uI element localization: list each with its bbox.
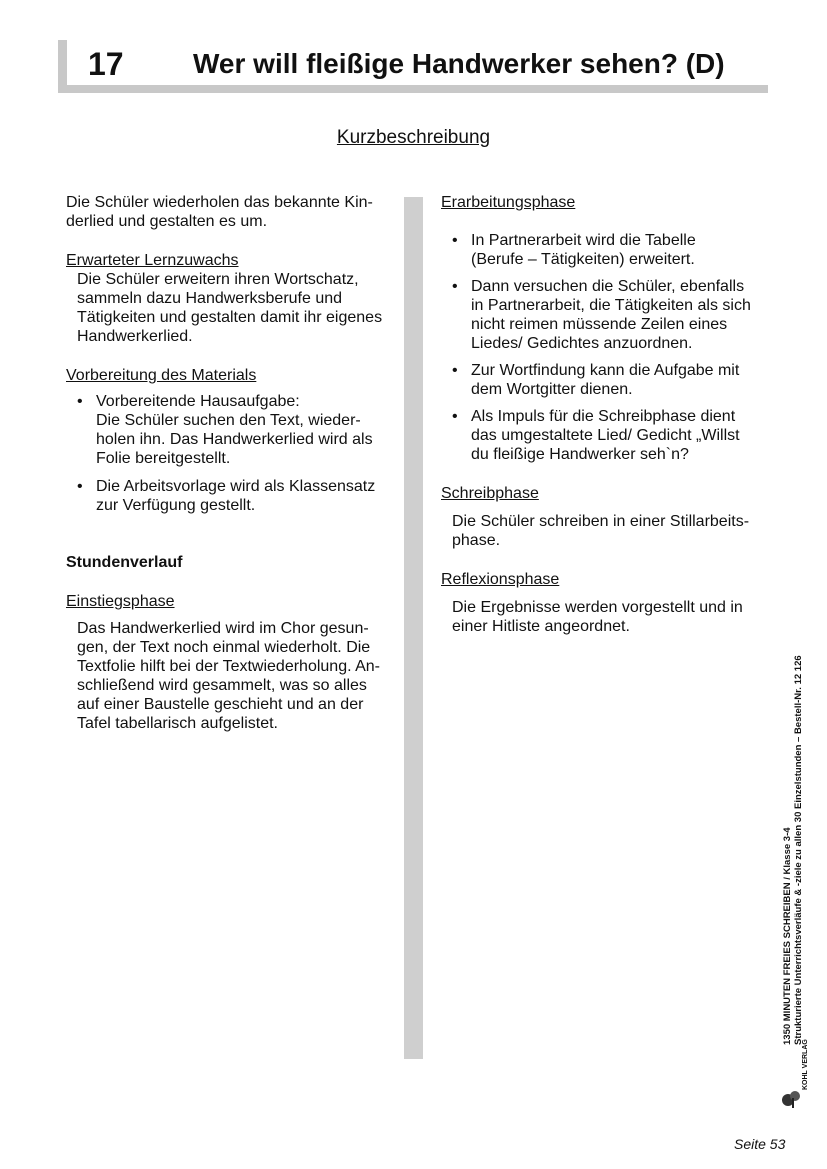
chapter-number: 17 (88, 46, 124, 82)
list-item (441, 407, 761, 464)
list-item (66, 477, 386, 515)
list-item (441, 231, 761, 269)
intro-line: Die Schüler wiederholen das bekannte Kin- (66, 194, 373, 211)
page-title: Wer will fleißige Handwerker sehen? (D) (193, 48, 725, 79)
list-item (441, 361, 761, 399)
text-line: Die Schüler schreiben in einer Stillarbeits- (452, 513, 750, 530)
erarbeitung-heading: Erarbeitungsphase (441, 194, 576, 211)
text-line: nicht reimen müssende Zeilen eines (471, 316, 728, 333)
text-line: einer Hitliste angeordnet. (452, 618, 630, 635)
text-line: Tätigkeiten und gestalten damit ihr eigenes (77, 309, 383, 326)
section-title: Kurzbeschreibung (336, 127, 491, 148)
erarbeitung-list (441, 231, 761, 464)
text-line: Textfolie hilft bei der Textwiederholung. An- (77, 658, 380, 675)
imprint-line-1: 1350 MINUTEN FREIES SCHREIBEN / Klasse 3-4 (782, 827, 793, 1045)
text-line: (Berufe – Tätigkeiten) erweitert. (471, 251, 695, 268)
text-line: auf einer Baustelle geschieht und an der (77, 696, 364, 713)
imprint-line-2: Strukturierte Unterrichtsverläufe & -ziele zu allen 30 Einzelstunden – Bestell-Nr. 12 126 (793, 655, 804, 1045)
text-line: das umgestaltete Lied/ Gedicht „Willst (471, 427, 740, 444)
text-line: Liedes/ Gedichtes anzuordnen. (471, 335, 693, 352)
text-line: Die Schüler erweitern ihren Wortschatz, (77, 271, 359, 288)
text-line: • Als Impuls für die Schreibphase dient (471, 408, 736, 425)
reflexion-heading: Reflexionsphase (441, 571, 560, 588)
text-line: • Vorbereitende Hausaufgabe: (96, 393, 300, 410)
einstieg-heading: Einstiegsphase (66, 593, 175, 610)
schreib-text (441, 512, 761, 550)
text-line: in Partnerarbeit, die Tätigkeiten als sich (471, 297, 751, 314)
page-number: Seite 53 (734, 1136, 786, 1152)
text-line: du fleißige Handwerker seh`n? (471, 446, 689, 463)
text-line: Folie bereitgestellt. (96, 450, 231, 467)
schreib-heading: Schreibphase (441, 485, 539, 502)
imprint-text (782, 655, 804, 1045)
text-line: Die Schüler suchen den Text, wieder- (96, 412, 361, 429)
text-line: • Dann versuchen die Schüler, ebenfalls (471, 278, 745, 295)
header-bar-bottom (58, 85, 768, 93)
lernzuwachs-text (66, 270, 386, 346)
text-line: gen, der Text noch einmal wiederholt. Die (77, 639, 371, 656)
lernzuwachs-heading: Erwarteter Lernzuwachs (66, 252, 239, 269)
logo-text: KOHL VERLAG (802, 1039, 809, 1090)
text-line: schließend wird gesammelt, was so alles (77, 677, 367, 694)
material-list (66, 392, 386, 515)
material-heading: Vorbereitung des Materials (66, 367, 257, 384)
text-line: • Die Arbeitsvorlage wird als Klassensatz (96, 478, 376, 495)
reflexion-text (441, 598, 761, 636)
text-line: Handwerkerlied. (77, 328, 193, 345)
publisher-logo (780, 1039, 810, 1110)
text-line: Die Ergebnisse werden vorgestellt und in (452, 599, 743, 616)
text-line: Tafel tabellarisch aufgelistet. (77, 715, 278, 732)
text-line: • In Partnerarbeit wird die Tabelle (471, 232, 696, 249)
intro-line: derlied und gestalten es um. (66, 213, 268, 230)
list-item (441, 277, 761, 353)
einstieg-text (66, 619, 386, 733)
column-divider (404, 197, 423, 1059)
left-column (66, 193, 386, 733)
list-item (66, 392, 386, 468)
text-line: sammeln dazu Handwerksberufe und (77, 290, 343, 307)
text-line: phase. (452, 532, 501, 549)
right-column (441, 193, 761, 636)
text-line: dem Wortgitter dienen. (471, 381, 633, 398)
text-line: • Zur Wortfindung kann die Aufgabe mit (471, 362, 740, 379)
text-line: Das Handwerkerlied wird im Chor gesun- (77, 620, 369, 637)
text-line: holen ihn. Das Handwerkerlied wird als (96, 431, 373, 448)
text-line: zur Verfügung gestellt. (96, 497, 256, 514)
stundenverlauf-heading: Stundenverlauf (66, 554, 183, 571)
